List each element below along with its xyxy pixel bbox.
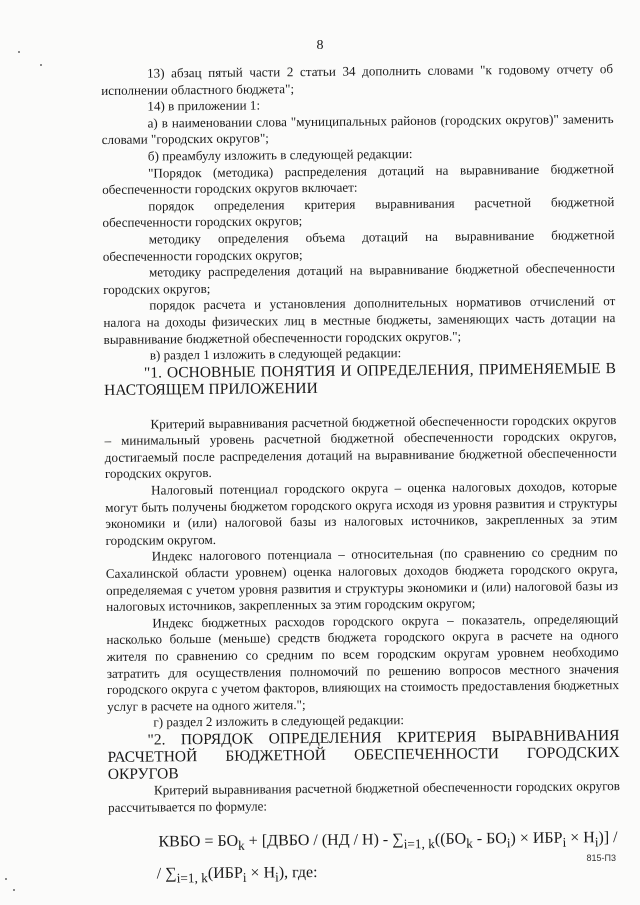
definition-tax-potential: Налоговый потенциал городского округа – оценка налоговых доходов, которые могут быть получены бюджетом городского округа исходя из уровня развития и структуры экономики и (или) налоговой базы из налоговых источников, закрепленных за этим городским округом. [105,478,618,548]
scan-speck [40,64,42,66]
preamble-intro: "Порядок (методика) распределения дотаций на выравнивание бюджетной обеспеченности городских округов включает: [102,160,615,198]
preamble-item-3: методику распределения дотаций на выравнивание бюджетной обеспеченности городских округов; [103,260,616,297]
preamble-item-2: методику определения объема дотаций на выравнивание бюджетной обеспеченности городских округов; [102,227,615,264]
paragraph-13: 13) абзац пятый части 2 статьи 34 дополнить словами "к годовому отчету об исполнении областного бюджета"; [101,61,614,98]
definition-tax-potential-index: Индекс налогового потенциала – относительная (по сравнению со средним по Сахалинской области уровнем) оценка налоговых доходов бюджета городского округа, определяемая с учетом уровня развития и структуры экономики и (или) налоговой базы из налоговых источников, закрепленных за этим городским округом; [105,544,619,615]
formula-line-1: КВБО = $БО_k$ + [ДВБО / $(НД / Н) - \sum_{i=1, k}((БО_k - БО_i) \times ИБР_i \times Н_i)$] / [158,829,618,854]
preamble-item-1: порядок определения критерия выравнивания расчетной бюджетной обеспеченности городских округов; [102,193,615,231]
paragraph-v: в) раздел 1 изложить в следующей редакции: [149,345,402,363]
scan-speck [5,878,7,880]
page-number: 8 [316,38,324,53]
paragraph-a: а) в наименовании слова "муниципальных районов (городских округов)" заменить словами "городских округов"; [101,110,614,148]
scan-speck [18,51,20,53]
preamble-item-4: порядок расчета и установления дополнительных нормативов отчислений от налога на доходы физических лиц в местные бюджеты, заменяющих часть дотации на выравнивание бюджетной обеспеченности городских округов."; [103,293,616,347]
definition-expenditure-index: Индекс бюджетных расходов городского округа – показатель, определяющий насколько больше (меньше) средств бюджета городского округа в расчете на одного жителя по сравнению со средним по всем городским округам уровнем необходимо затратить для осуществления полномочий по решению вопросов местного значения городского округа с учетом факторов, влияющих на стоимость предоставления бюджетных услуг в расчете на одного жителя."; [106,610,620,714]
section-1-heading: "1. ОСНОВНЫЕ ПОНЯТИЯ И ОПРЕДЕЛЕНИЯ, ПРИМЕНЯЕМЫЕ В НАСТОЯЩЕМ ПРИЛОЖЕНИИ [104,359,617,399]
definition-criterion: Критерий выравнивания расчетной бюджетной обеспеченности городских округов – минимальный уровень расчетной бюджетной обеспеченности городских округов, достигаемый после распределения дотаций на выравнивание бюджетной обеспеченности городских округов. [104,411,617,482]
document-body [101,61,621,890]
paragraph-g: г) раздел 2 изложить в следующей редакции: [153,712,405,730]
footer-code: 815-П3 [586,853,616,863]
formula-line-2: / $\sum_{i=1, k}(ИБР_i \times Н_i)$, где: [156,864,318,886]
section-2-heading: "2. ПОРЯДОК ОПРЕДЕЛЕНИЯ КРИТЕРИЯ ВЫРАВНИВАНИЯ РАСЧЕТНОЙ БЮДЖЕТНОЙ ОБЕСПЕЧЕННОСТИ ГОРОДСКИХ ОКРУГОВ [107,727,620,783]
scan-speck [13,889,15,891]
paragraph-b: б) преамбулу изложить в следующей редакции: [147,145,413,164]
formula-intro: Критерий выравнивания расчетной бюджетной обеспеченности городских округов рассчитывается по формуле: [108,778,621,815]
paragraph-14: 14) в приложении 1: [147,97,261,114]
